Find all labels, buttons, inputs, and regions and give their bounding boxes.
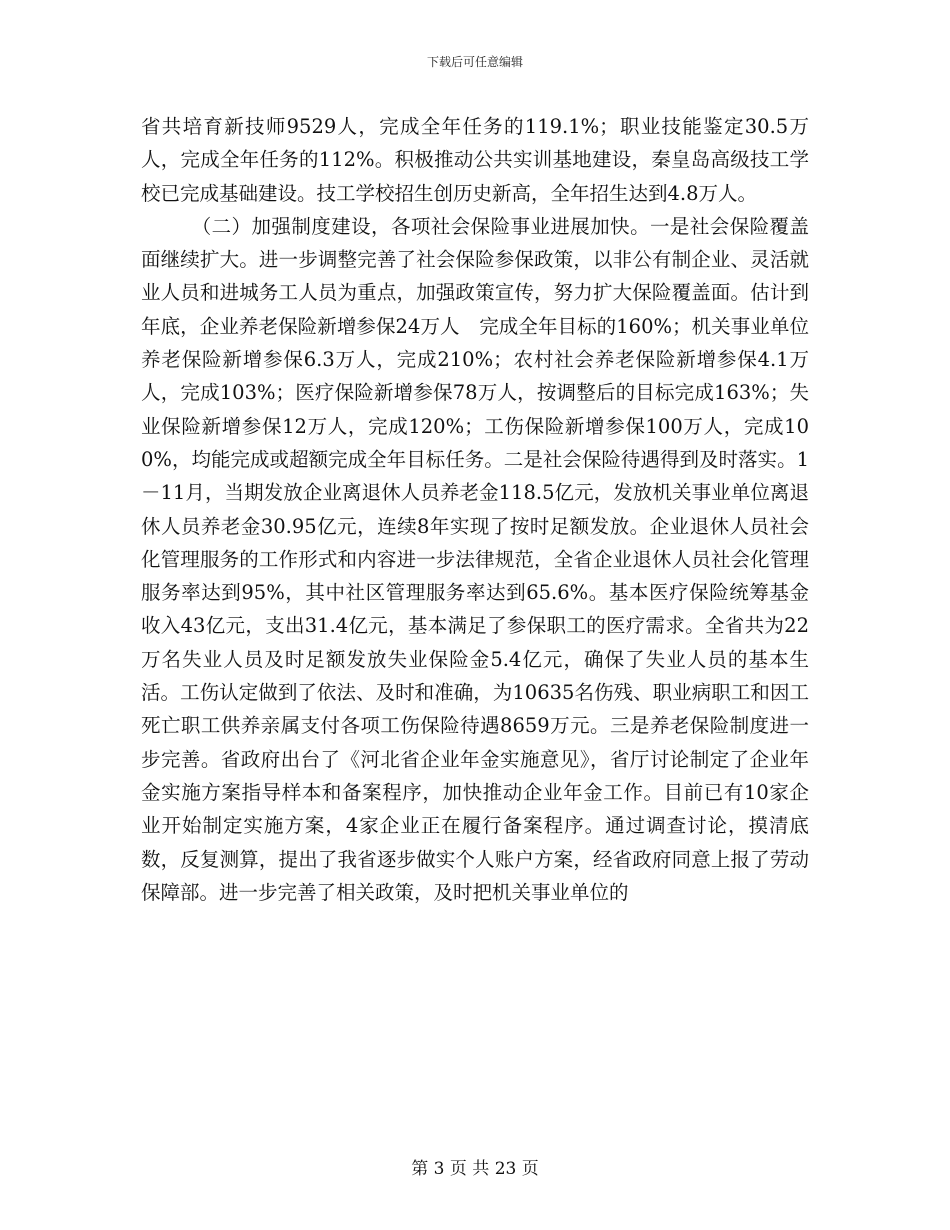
document-body: [141, 110, 809, 909]
paragraph-continuation: 省共培育新技师9529人，完成全年任务的119.1%；职业技能鉴定30.5万人，完成全年任务的112%。积极推动公共实训基地建设，秦皇岛高级技工学校已完成基础建设。技工学校招生创历史新高，全年招生达到4.8万人。: [141, 115, 809, 205]
page-header: 下载后可任意编辑: [426, 55, 523, 69]
page-footer: 第 3 页 共 23 页: [411, 1159, 539, 1179]
paragraph-social-insurance: （二）加强制度建设，各项社会保险事业进展加快。一是社会保险覆盖面继续扩大。进一步调整完善了社会保险参保政策，以非公有制企业、灵活就业人员和进城务工人员为重点，加强政策宣传，努力扩大保险覆盖面。估计到年底，企业养老保险新增参保24万人 完成全年目标的160%；机关事业单位养老保险新增参保6.3万人，完成210%；农村社会养老保险新增参保4.1万人，完成103%；医疗保险新增参保78万人，按调整后的目标完成163%；失业保险新增参保12万人，完成120%；工伤保险新增参保100万人，完成100%，均能完成或超额完成全年目标任务。二是社会保险待遇得到及时落实。1－11月，当期发放企业离退休人员养老金118.5亿元，发放机关事业单位离退休人员养老金30.95亿元，连续8年实现了按时足额发放。企业退休人员社会化管理服务的工作形式和内容进一步法律规范，全省企业退休人员社会化管理服务率达到95%，其中社区管理服务率达到65.6%。基本医疗保险统筹基金收入43亿元，支出31.4亿元，基本满足了参保职工的医疗需求。全省共为22万名失业人员及时足额发放失业保险金5.4亿元，确保了失业人员的基本生活。工伤认定做到了依法、及时和准确，为10635名伤残、职业病职工和因工死亡职工供养亲属支付各项工伤保险待遇8659万元。三是养老保险制度进一步完善。省政府出台了《河北省企业年金实施意见》，省厅讨论制定了企业年金实施方案指导样本和备案程序，加快推动企业年金工作。目前已有10家企业开始制定实施方案，4家企业正在履行备案程序。通过调查讨论，摸清底数，反复测算，提出了我省逐步做实个人账户方案，经省政府同意上报了劳动保障部。进一步完善了相关政策，及时把机关事业单位的: [141, 214, 809, 904]
